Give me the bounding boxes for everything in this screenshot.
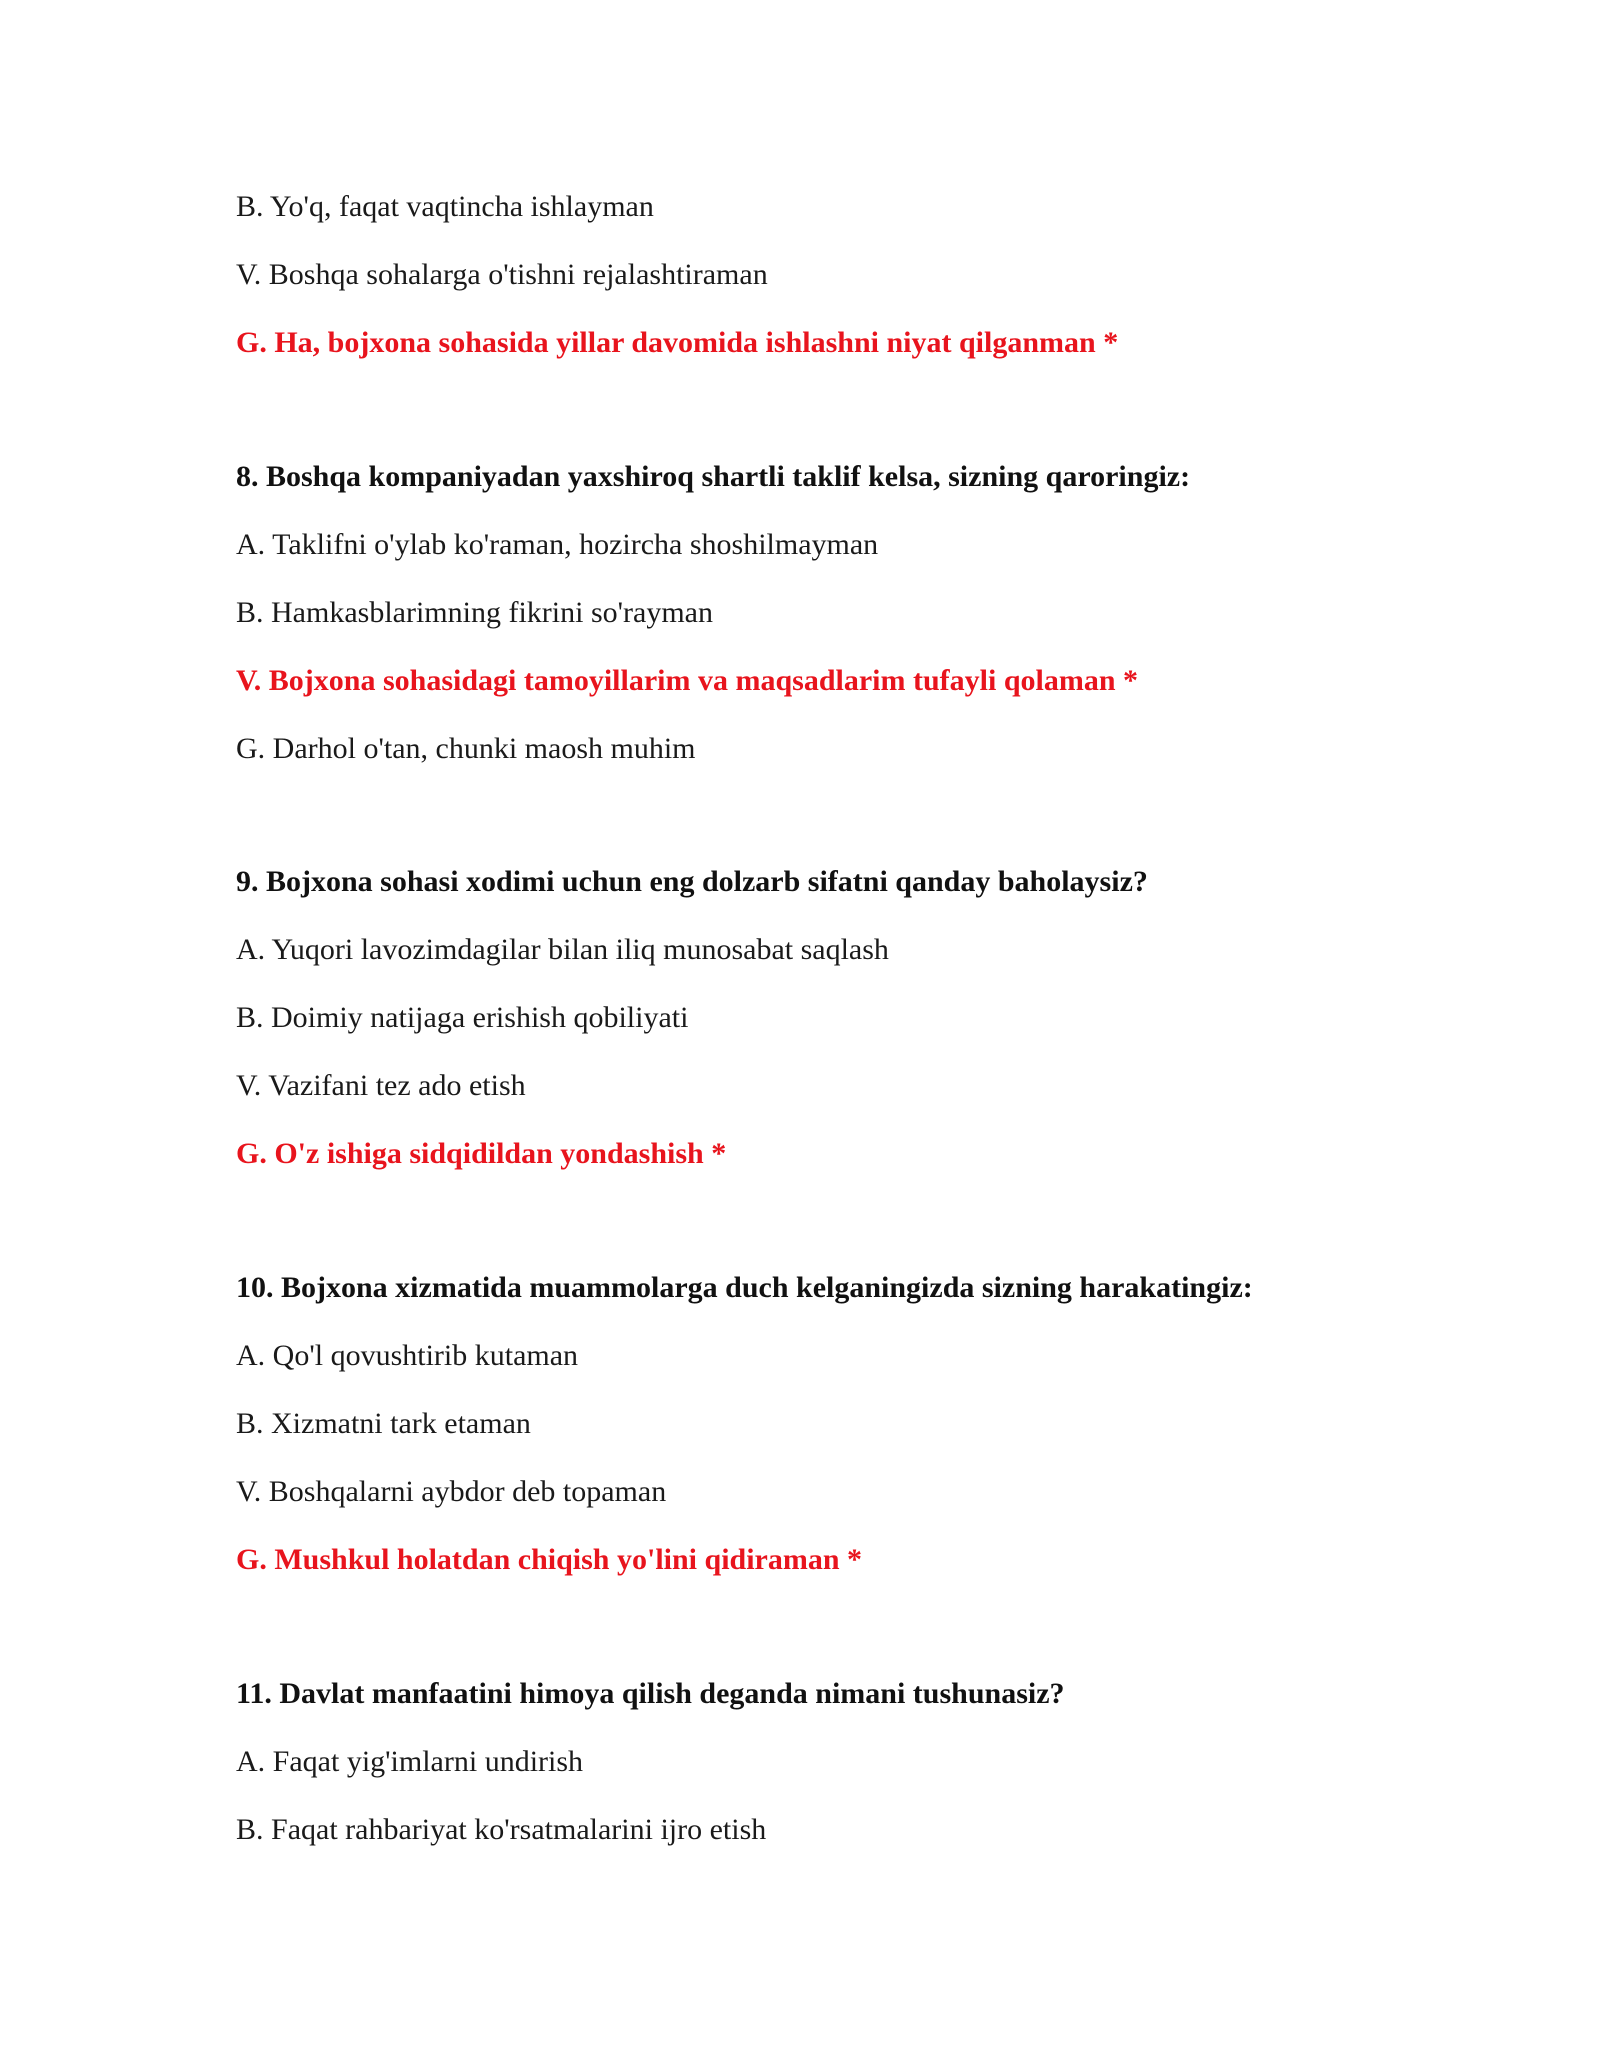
answer-line: G. Darhol o'tan, chunki maosh muhim [236,732,696,765]
correct-answer-line: G. O'z ishiga sidqidildan yondashish * [236,1137,727,1170]
answer-line: A. Qo'l qovushtirib kutaman [236,1339,579,1372]
answer-line: B. Doimiy natijaga erishish qobiliyati [236,1001,689,1034]
answer-line: B. Faqat rahbariyat ko'rsatmalarini ijro etish [236,1813,767,1846]
correct-answer-line: V. Bojxona sohasidagi tamoyillarim va maqsadlarim tufayli qolaman * [236,664,1139,697]
answer-line: V. Boshqalarni aybdor deb topaman [236,1475,667,1508]
correct-answer-line: G. Ha, bojxona sohasida yillar davomida ishlashni niyat qilganman * [236,326,1119,359]
answer-line: B. Hamkasblarimning fikrini so'rayman [236,596,713,629]
question-heading: 8. Boshqa kompaniyadan yaxshiroq shartli taklif kelsa, sizning qaroringiz: [236,460,1191,493]
question-heading: 11. Davlat manfaatini himoya qilish deganda nimani tushunasiz? [236,1677,1065,1710]
answer-line: B. Xizmatni tark etaman [236,1407,531,1440]
answer-line: A. Faqat yig'imlarni undirish [236,1745,584,1778]
answer-line: A. Yuqori lavozimdagilar bilan iliq munosabat saqlash [236,933,889,966]
answer-line: V. Boshqa sohalarga o'tishni rejalashtiraman [236,258,768,291]
correct-answer-line: G. Mushkul holatdan chiqish yo'lini qidiraman * [236,1543,863,1576]
answer-line: A. Taklifni o'ylab ko'raman, hozircha shoshilmayman [236,528,879,561]
answer-line: V. Vazifani tez ado etish [236,1069,526,1102]
answer-line: B. Yo'q, faqat vaqtincha ishlayman [236,190,654,223]
question-heading: 10. Bojxona xizmatida muammolarga duch kelganingizda sizning harakatingiz: [236,1271,1253,1304]
question-heading: 9. Bojxona sohasi xodimi uchun eng dolzarb sifatni qanday baholaysiz? [236,865,1148,898]
